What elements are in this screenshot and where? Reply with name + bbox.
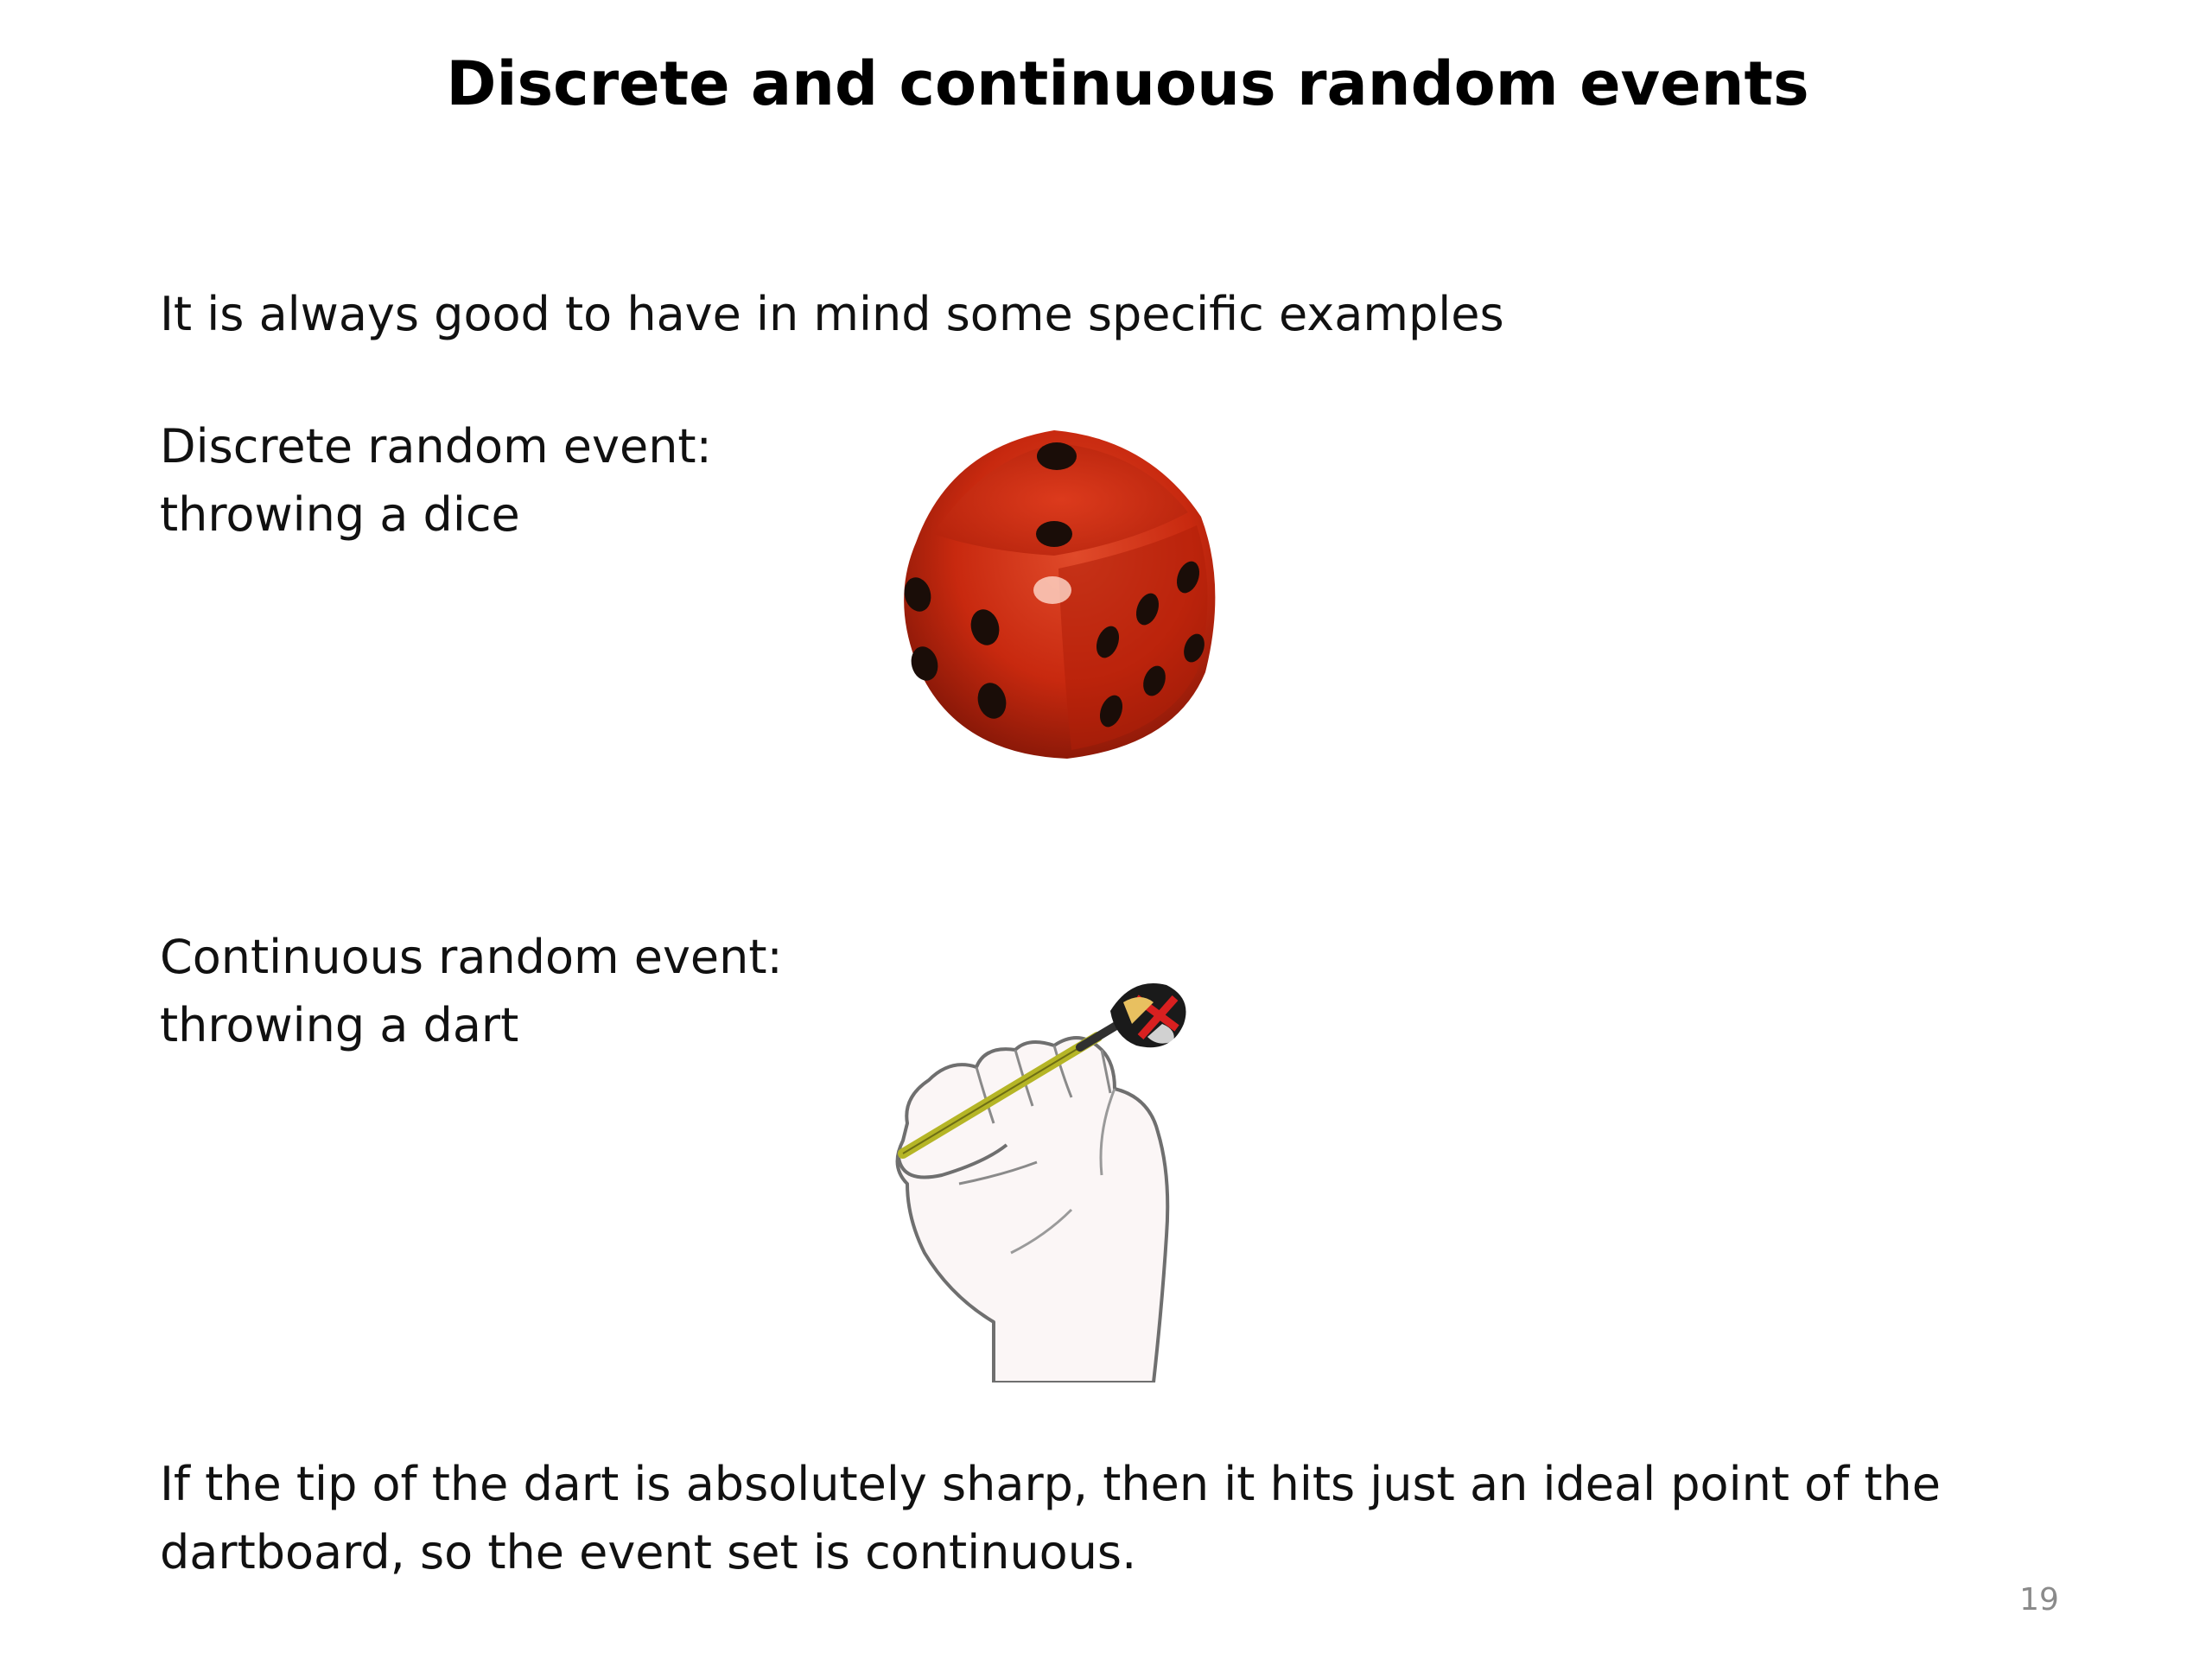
conclusion-line-1: If the tip of the dart is absolutely sharp, then it hits just an ideal point of the (160, 1457, 1941, 1511)
continuous-example-text (160, 923, 783, 1059)
slide-page-number: 19 (2019, 1582, 2059, 1618)
conclusion-line-2: dartboard, so the event set is continuous. (160, 1525, 1137, 1580)
hand-holding-dart-icon (855, 976, 1218, 1382)
discrete-example-text (160, 412, 712, 549)
slide-title: Discrete and continuous random events (446, 48, 1809, 119)
discrete-label: Discrete random event: (160, 419, 712, 474)
intro-text: It is always good to have in mind some specific examples (160, 287, 1504, 341)
red-dice-icon (855, 413, 1236, 776)
discrete-description: throwing a dice (160, 487, 520, 542)
continuous-label: Continuous random event: (160, 930, 783, 984)
conclusion-text (160, 1450, 1941, 1586)
continuous-description: throwing a dart (160, 998, 519, 1052)
